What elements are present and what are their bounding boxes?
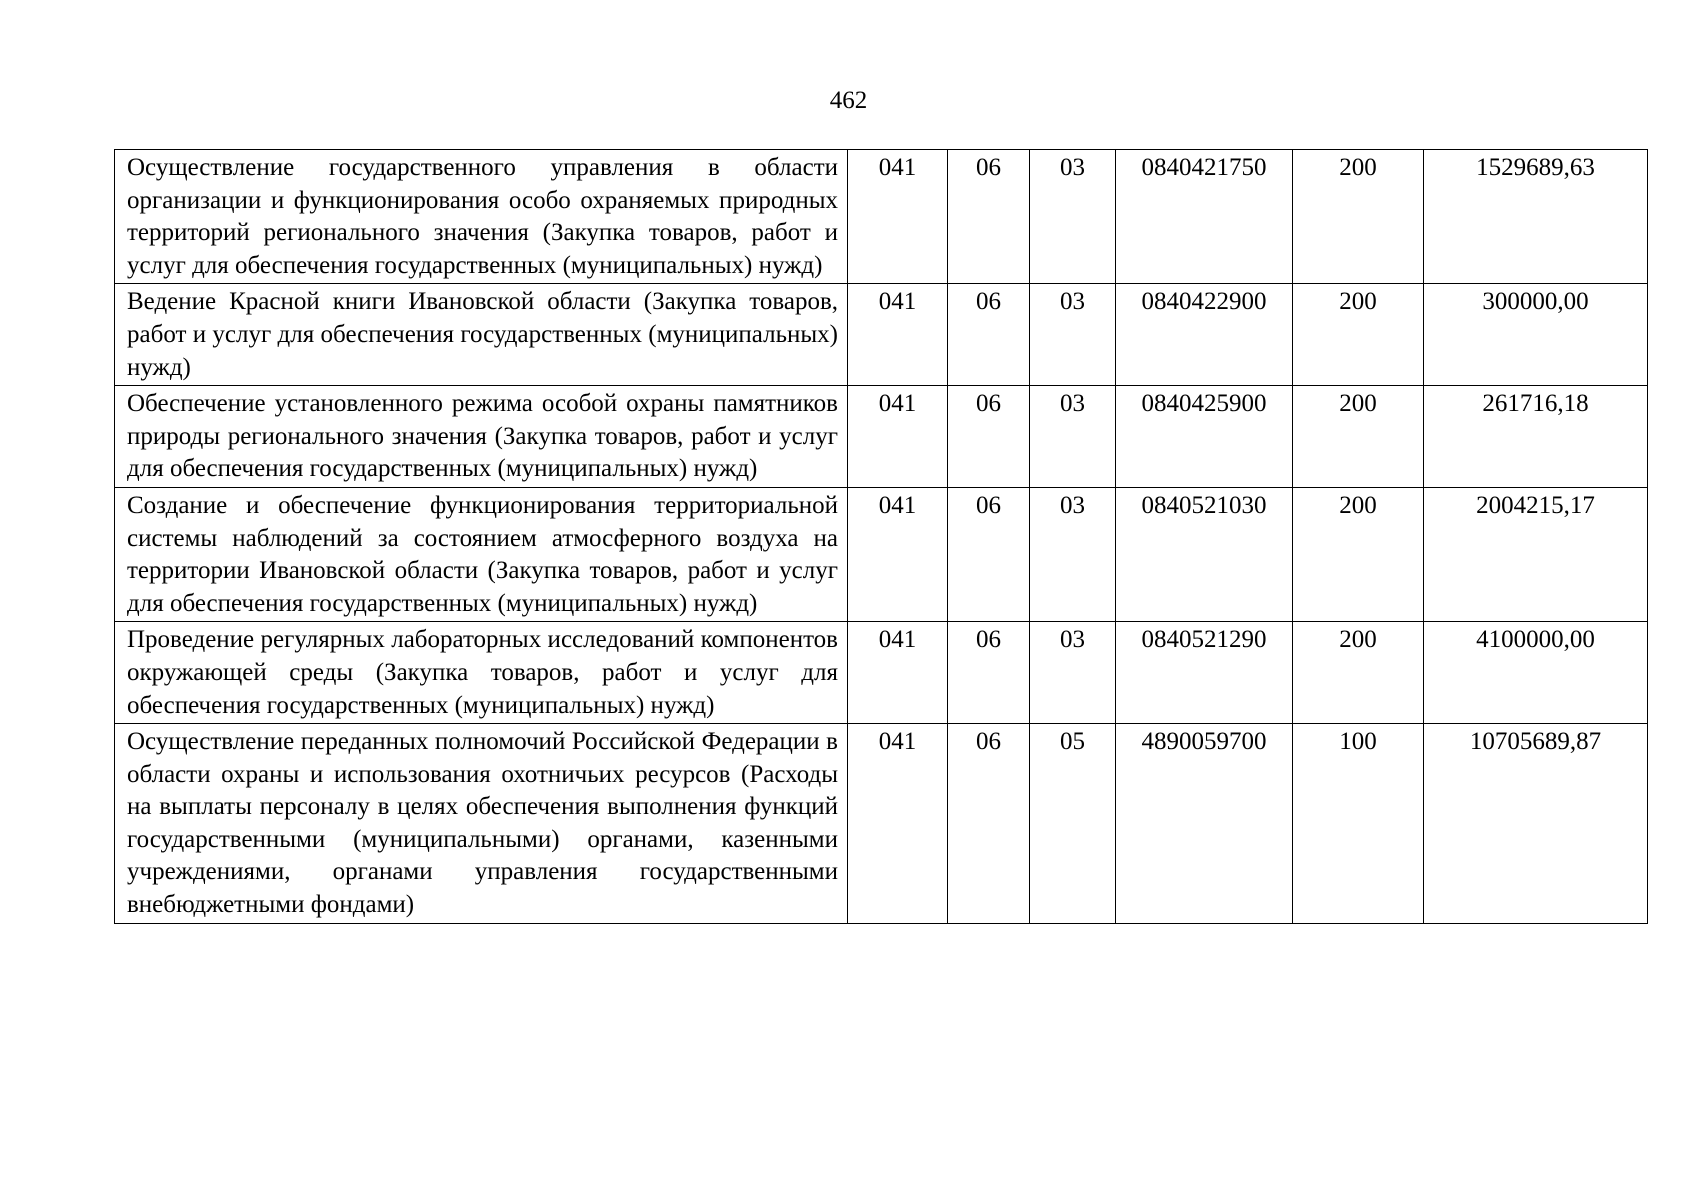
subsection-code: 05 — [1030, 724, 1116, 924]
target-article-code: 0840521290 — [1116, 622, 1293, 724]
expense-description: Обеспечение установленного режима особой охраны памятников природы регионального значения (Закупка товаров, работ и услуг для обеспечения государственных (муниципальных) нужд) — [115, 386, 848, 488]
subsection-code: 03 — [1030, 487, 1116, 621]
target-article-code: 4890059700 — [1116, 724, 1293, 924]
subsection-code: 03 — [1030, 386, 1116, 488]
amount-value: 4100000,00 — [1424, 622, 1648, 724]
section-code: 06 — [948, 622, 1030, 724]
subsection-code: 03 — [1030, 622, 1116, 724]
expense-type-code: 200 — [1293, 284, 1424, 386]
expense-description: Ведение Красной книги Ивановской области (Закупка товаров, работ и услуг для обеспечения государственных (муниципальных) нужд) — [115, 284, 848, 386]
amount-value: 1529689,63 — [1424, 150, 1648, 284]
section-code: 06 — [948, 150, 1030, 284]
page-number: 462 — [829, 87, 868, 114]
table-row — [115, 724, 1648, 924]
amount-value: 2004215,17 — [1424, 487, 1648, 621]
target-article-code: 0840425900 — [1116, 386, 1293, 488]
section-code: 06 — [948, 386, 1030, 488]
table-row — [115, 386, 1648, 488]
table-row — [115, 487, 1648, 621]
expense-description: Создание и обеспечение функционирования территориальной системы наблюдений за состоянием атмосферного воздуха на территории Ивановской области (Закупка товаров, работ и услуг для обеспечения государственных (муниципальных) нужд) — [115, 487, 848, 621]
target-article-code: 0840421750 — [1116, 150, 1293, 284]
admin-code: 041 — [848, 150, 948, 284]
admin-code: 041 — [848, 724, 948, 924]
section-code: 06 — [948, 284, 1030, 386]
table-body — [115, 150, 1648, 924]
target-article-code: 0840521030 — [1116, 487, 1293, 621]
target-article-code: 0840422900 — [1116, 284, 1293, 386]
expense-type-code: 200 — [1293, 150, 1424, 284]
table-row — [115, 150, 1648, 284]
section-code: 06 — [948, 487, 1030, 621]
expense-type-code: 200 — [1293, 487, 1424, 621]
subsection-code: 03 — [1030, 284, 1116, 386]
section-code: 06 — [948, 724, 1030, 924]
admin-code: 041 — [848, 487, 948, 621]
expense-description: Проведение регулярных лабораторных исследований компонентов окружающей среды (Закупка товаров, работ и услуг для обеспечения государственных (муниципальных) нужд) — [115, 622, 848, 724]
amount-value: 261716,18 — [1424, 386, 1648, 488]
expense-description: Осуществление переданных полномочий Российской Федерации в области охраны и использования охотничьих ресурсов (Расходы на выплаты персоналу в целях обеспечения выполнения функций государственными (муниципальными) органами, казенными учреждениями, органами управления государственными внебюджетными фондами) — [115, 724, 848, 924]
amount-value: 10705689,87 — [1424, 724, 1648, 924]
admin-code: 041 — [848, 386, 948, 488]
expense-type-code: 200 — [1293, 622, 1424, 724]
expense-description: Осуществление государственного управления в области организации и функционирования особо охраняемых природных территорий регионального значения (Закупка товаров, работ и услуг для обеспечения государственных (муниципальных) нужд) — [115, 150, 848, 284]
expense-type-code: 200 — [1293, 386, 1424, 488]
table-row — [115, 284, 1648, 386]
budget-table — [114, 149, 1648, 924]
amount-value: 300000,00 — [1424, 284, 1648, 386]
admin-code: 041 — [848, 284, 948, 386]
subsection-code: 03 — [1030, 150, 1116, 284]
expense-type-code: 100 — [1293, 724, 1424, 924]
table-row — [115, 622, 1648, 724]
admin-code: 041 — [848, 622, 948, 724]
